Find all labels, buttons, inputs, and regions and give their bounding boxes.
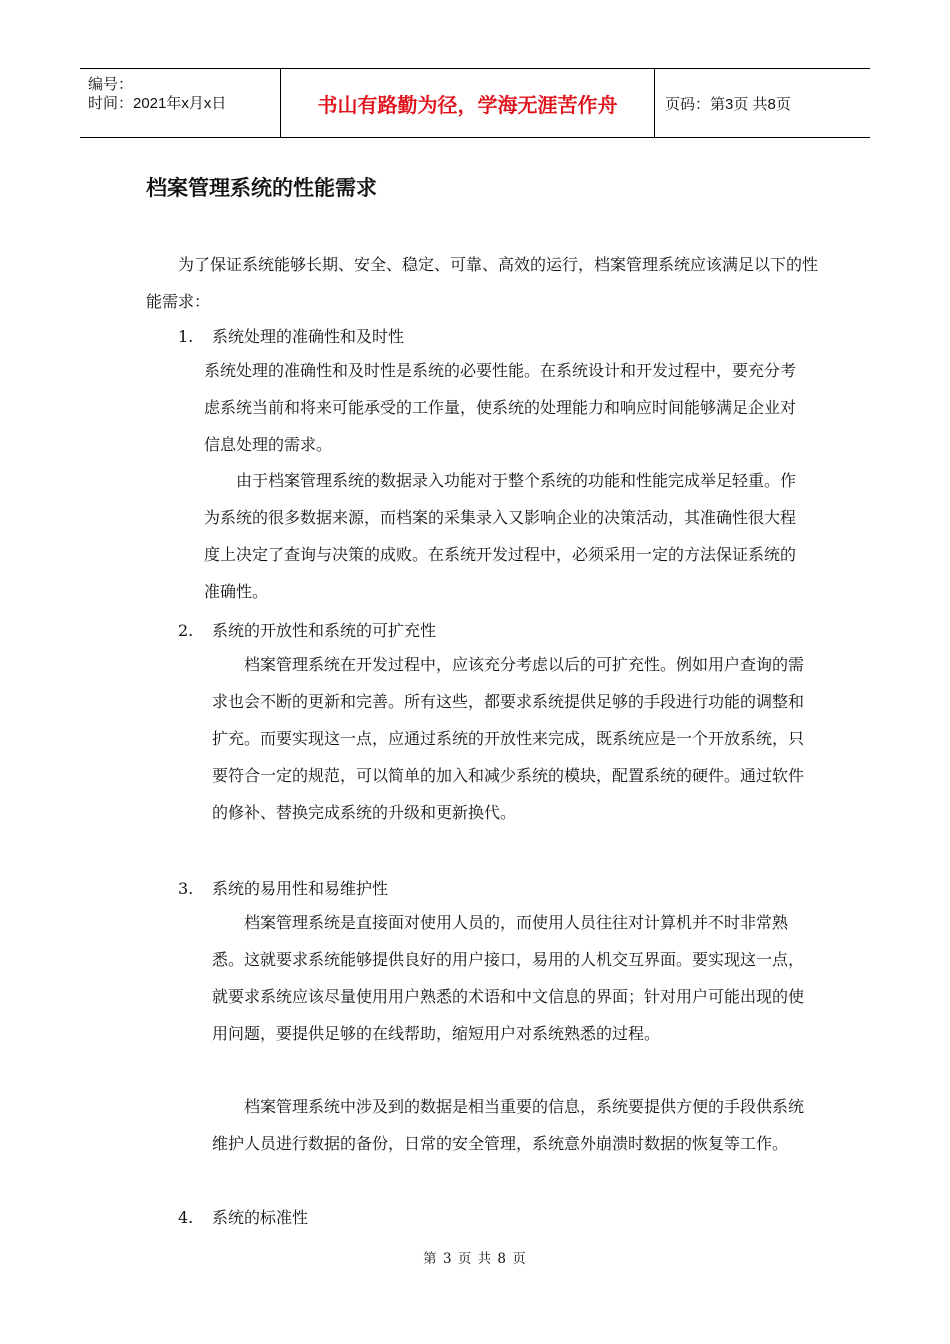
page-footer: 第 3 页 共 8 页: [423, 1251, 527, 1267]
header-table: [80, 68, 870, 138]
section-number: 1.: [178, 327, 194, 346]
page-info: 页码：第3页 共8页: [665, 95, 791, 113]
document-title: 档案管理系统的性能需求: [146, 176, 377, 200]
section-3-paragraph-2: 档案管理系统中涉及到的数据是相当重要的信息，系统要提供方便的手段供系统维护人员进行数据的备份，日常的安全管理，系统意外崩溃时数据的恢复等工作。: [212, 1097, 805, 1153]
section-heading-text: 系统的易用性和易维护性: [212, 879, 389, 898]
intro-paragraph: 为了保证系统能够长期、安全、稳定、可靠、高效的运行，档案管理系统应该满足以下的性能需求：: [146, 255, 819, 311]
section-4-heading: [178, 1205, 308, 1228]
section-1-paragraph-1: 系统处理的准确性和及时性是系统的必要性能。在系统设计和开发过程中，要充分考虑系统当前和将来可能承受的工作量，使系统的处理能力和响应时间能够满足企业对信息处理的需求。: [204, 361, 797, 454]
header-left-cell: [80, 69, 280, 137]
section-1-heading: [178, 324, 404, 347]
section-3-heading: [178, 876, 388, 899]
section-heading-text: 系统处理的准确性和及时性: [212, 327, 405, 346]
section-heading-text: 系统的标准性: [212, 1208, 309, 1227]
section-number: 4.: [178, 1208, 194, 1227]
number-label: 编号：: [88, 76, 134, 93]
section-1-paragraph-2: 由于档案管理系统的数据录入功能对于整个系统的功能和性能完成举足轻重。作为系统的很多数据来源，而档案的采集录入又影响企业的决策活动，其准确性很大程度上决定了查询与决策的成败。在系统开发过程中，必须采用一定的方法保证系统的准确性。: [204, 471, 797, 601]
section-heading-text: 系统的开放性和系统的可扩充性: [212, 621, 437, 640]
section-2-paragraph-1: 档案管理系统在开发过程中，应该充分考虑以后的可扩充性。例如用户查询的需求也会不断的更新和完善。所有这些，都要求系统提供足够的手段进行功能的调整和扩充。而要实现这一点，应通过系统的开放性来完成，既系统应是一个开放系统，只要符合一定的规范，可以简单的加入和减少系统的模块，配置系统的硬件。通过软件的修补、替换完成系统的升级和更新换代。: [212, 655, 805, 822]
motto: 书山有路勤为径，学海无涯苦作舟: [280, 69, 655, 137]
section-2-heading: [178, 618, 436, 641]
time-label: 时间：2021年x月x日: [88, 95, 227, 112]
section-3-paragraph-1: 档案管理系统是直接面对使用人员的，而使用人员往往对计算机并不时非常熟悉。这就要求系统能够提供良好的用户接口，易用的人机交互界面。要实现这一点，就要求系统应该尽量使用用户熟悉的术语和中文信息的界面；针对用户可能出现的使用问题，要提供足够的在线帮助，缩短用户对系统熟悉的过程。: [212, 913, 805, 1043]
section-number: 2.: [178, 621, 194, 640]
section-number: 3.: [178, 879, 194, 898]
